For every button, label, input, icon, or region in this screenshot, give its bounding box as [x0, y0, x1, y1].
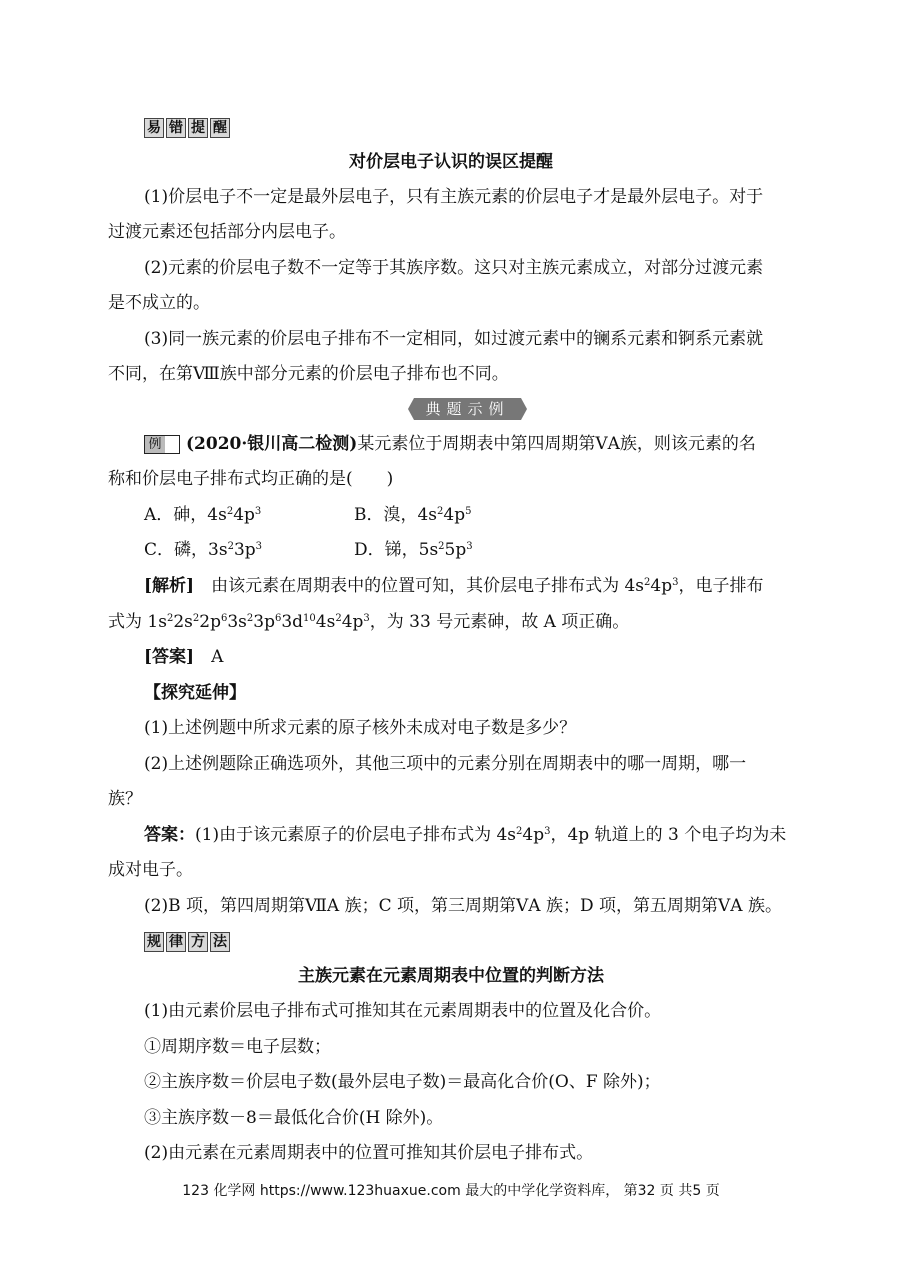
- example-question-text: 某元素位于周期表中第四周期第ⅤA族，则该元素的名: [357, 434, 756, 454]
- analysis-line2: 式为 $1s^22s^22p^63s^23p^63d^{10}4s^24p^3$，为 33 号元素砷，故 A 项正确。: [108, 612, 630, 632]
- tips-p3-line2: 不同，在第Ⅷ族中部分元素的价层电子排布也不同。: [108, 364, 509, 384]
- tips-p3-line1: (3)同一族元素的价层电子排布不一定相同，如过渡元素中的镧系元素和锕系元素就: [144, 329, 764, 349]
- example-banner: 典题示例: [414, 398, 521, 420]
- extension-title: 【探究延伸】: [144, 683, 246, 703]
- tips-p1-line2: 过渡元素还包括部分内层电子。: [108, 222, 346, 242]
- tag-char: 方: [188, 932, 208, 952]
- tag-char: 提: [188, 118, 208, 138]
- tips-p2-line1: (2)元素的价层电子数不一定等于其族序数。这只对主族元素成立，对部分过渡元素: [144, 258, 764, 278]
- tag-char: 法: [210, 932, 230, 952]
- extension-q2-line2: 族？: [108, 789, 142, 809]
- method-line2: ①周期序数＝电子层数；: [144, 1037, 331, 1057]
- option-d: D．锑，$5s^25p^3$: [354, 540, 473, 560]
- option-b: B．溴，$4s^24p^5$: [354, 505, 472, 525]
- example-question-line2: 称和价层电子排布式均正确的是( ): [108, 469, 394, 489]
- tip-tag: [144, 118, 230, 138]
- extension-answer2: (2)B 项，第四周期第ⅦA 族；C 项，第三周期第ⅤA 族；D 项，第五周期第ⅤA 族。: [144, 896, 782, 916]
- example-box: [144, 435, 180, 454]
- tips-p2-line2: 是不成立的。: [108, 293, 210, 313]
- method-line4: ③主族序数－8＝最低化合价(H 除外)。: [144, 1108, 444, 1128]
- tips-p1-line1: (1)价层电子不一定是最外层电子，只有主族元素的价层电子才是最外层电子。对于: [144, 187, 764, 207]
- tag-char: 错: [166, 118, 186, 138]
- method-line5: (2)由元素在元素周期表中的位置可推知其价层电子排布式。: [144, 1143, 594, 1163]
- method-tag: [144, 932, 230, 952]
- extension-q1: (1)上述例题中所求元素的原子核外未成对电子数是多少？: [144, 718, 577, 738]
- page-footer: 123 化学网 https://www.123huaxue.com 最大的中学化学资料库， 第32 页 共5 页: [182, 1183, 720, 1199]
- tips-title: 对价层电子认识的误区提醒: [349, 152, 553, 172]
- tag-char: 醒: [210, 118, 230, 138]
- option-c: C．磷，$3s^23p^3$: [144, 540, 263, 560]
- extension-answer1-line2: 成对电子。: [108, 860, 193, 880]
- answer-line: [答案] A: [144, 647, 224, 667]
- option-a: A．砷，$4s^24p^3$: [144, 505, 262, 525]
- analysis-line1: [解析] 由该元素在周期表中的位置可知，其价层电子排布式为 $4s^24p^3$，电子排布: [144, 576, 764, 596]
- tag-char: 易: [144, 118, 164, 138]
- extension-answer1-line1: 答案：(1)由于该元素原子的价层电子排布式为 $4s^24p^3$，4p 轨道上的 3 个电子均为未: [144, 825, 787, 845]
- tag-char: 律: [166, 932, 186, 952]
- example-source: (2020·银川高二检测): [186, 434, 358, 454]
- example-box-label: 例: [145, 436, 165, 453]
- example-question-line1: [144, 434, 794, 454]
- tag-char: 规: [144, 932, 164, 952]
- method-line3: ②主族序数＝价层电子数(最外层电子数)＝最高化合价(O、F 除外)；: [144, 1072, 661, 1092]
- method-title: 主族元素在元素周期表中位置的判断方法: [298, 966, 604, 986]
- extension-q2-line1: (2)上述例题除正确选项外，其他三项中的元素分别在周期表中的哪一周期，哪一: [144, 754, 747, 774]
- method-line1: (1)由元素价层电子排布式可推知其在元素周期表中的位置及化合价。: [144, 1001, 662, 1021]
